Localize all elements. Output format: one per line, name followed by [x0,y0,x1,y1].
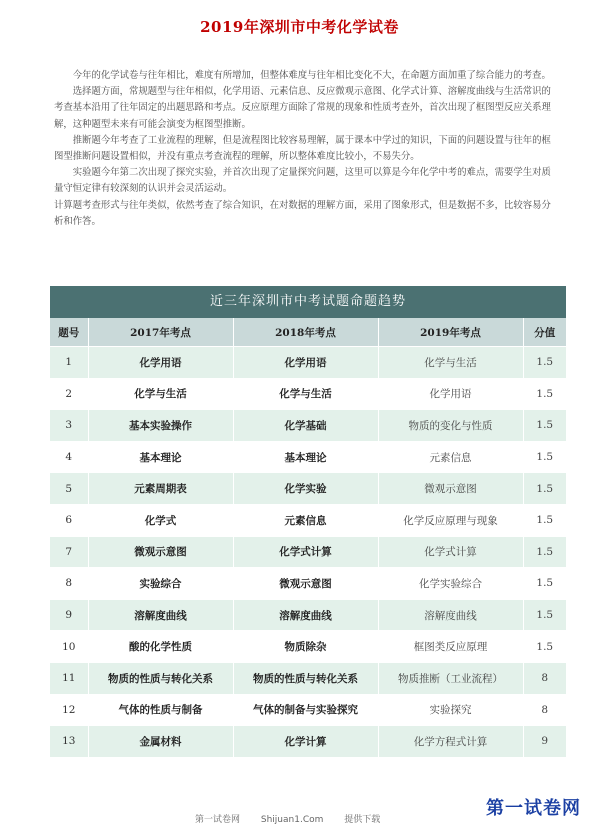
cell-2017: 元素周期表 [88,473,233,505]
page-footer [195,812,398,825]
cell-number: 10 [50,631,88,663]
cell-2018: 化学计算 [233,726,378,757]
cell-2017: 金属材料 [88,726,233,757]
cell-number: 2 [50,378,88,410]
cell-number: 8 [50,568,88,600]
cell-number: 1 [50,347,88,379]
intro-paragraph: 实验题今年第二次出现了探究实验，并首次出现了定量探究问题，这里可以算是今年化学中考的难点，需要学生对质量守恒定律有较深刻的认识并会灵活运动。 [54,167,551,195]
cell-2019: 化学反应原理与现象 [378,504,523,536]
brand-logo-text: 第一试卷网 [486,798,581,819]
cell-number: 6 [50,504,88,536]
cell-number: 9 [50,599,88,631]
cell-2019: 化学式计算 [378,536,523,568]
cell-2019: 实验探究 [378,694,523,726]
cell-score: 1.5 [523,410,566,442]
table-row [50,599,566,631]
cell-number: 7 [50,536,88,568]
cell-2017: 物质的性质与转化关系 [88,662,233,694]
header-2017: 2017年考点 [88,318,233,347]
header-2018: 2018年考点 [233,318,378,347]
cell-score: 1.5 [523,631,566,663]
cell-2019: 化学实验综合 [378,568,523,600]
page-title: 2019年深圳市中考化学试卷 [200,18,399,36]
cell-2019: 微观示意图 [378,473,523,505]
intro-paragraph: 选择题方面，常规题型与往年相似，化学用语、元素信息、反应微观示意图、化学式计算、溶解度曲线与生活常识的考查基本沿用了往年固定的出题思路和考点。反应原理方面除了常规的现象和性质考查外，首次出现了框图型反应关系理解，这种题型未来有可能会演变为框图型推断。 [54,86,551,130]
intro-paragraph: 计算题考查形式与往年类似，依然考查了综合知识，在对数据的理解方面，采用了图象形式，但是数据不多，比较容易分析和作答。 [54,199,551,227]
table-row [50,568,566,600]
cell-2018: 溶解度曲线 [233,599,378,631]
cell-score: 8 [523,694,566,726]
footer-site: 第一试卷网 [195,815,241,825]
cell-number: 12 [50,694,88,726]
cell-score: 1.5 [523,504,566,536]
table-row [50,410,566,442]
cell-number: 5 [50,473,88,505]
cell-2017: 基本理论 [88,441,233,473]
cell-number: 11 [50,662,88,694]
header-2019: 2019年考点 [378,318,523,347]
cell-2019: 物质推断（工业流程） [378,662,523,694]
cell-2018: 物质除杂 [233,631,378,663]
cell-2019: 元素信息 [378,441,523,473]
cell-2019: 溶解度曲线 [378,599,523,631]
cell-2017: 气体的性质与制备 [88,694,233,726]
table-row [50,726,566,757]
trend-table [50,286,566,757]
table-row [50,694,566,726]
table-row [50,347,566,379]
table-row [50,631,566,663]
cell-2019: 化学与生活 [378,347,523,379]
table-header-row [50,318,566,347]
cell-2017: 化学用语 [88,347,233,379]
cell-score: 1.5 [523,568,566,600]
header-number: 题号 [50,318,88,347]
cell-number: 4 [50,441,88,473]
cell-score: 1.5 [523,536,566,568]
cell-2017: 化学式 [88,504,233,536]
cell-2018: 化学式计算 [233,536,378,568]
trend-table-container [50,286,566,757]
cell-score: 1.5 [523,599,566,631]
table-row [50,662,566,694]
cell-2018: 气体的制备与实验探究 [233,694,378,726]
cell-2019: 化学用语 [378,378,523,410]
cell-2017: 基本实验操作 [88,410,233,442]
intro-paragraph: 今年的化学试卷与往年相比，难度有所增加，但整体难度与往年相比变化不大，在命题方面加重了综合能力的考查。 [72,70,551,81]
cell-2018: 化学与生活 [233,378,378,410]
cell-number: 3 [50,410,88,442]
cell-2017: 溶解度曲线 [88,599,233,631]
cell-2019: 物质的变化与性质 [378,410,523,442]
cell-2017: 化学与生活 [88,378,233,410]
cell-2017: 实验综合 [88,568,233,600]
table-row [50,441,566,473]
cell-2018: 微观示意图 [233,568,378,600]
intro-paragraph: 推断题今年考查了工业流程的理解，但是流程图比较容易理解，属于课本中学过的知识，下面的问题设置与往年的框图型推断问题设置相似，并没有重点考查流程的理解，所以整体难度比较小，不易失分。 [54,134,551,163]
cell-2018: 化学基础 [233,410,378,442]
table-row [50,504,566,536]
cell-2019: 框图类反应原理 [378,631,523,663]
cell-score: 1.5 [523,378,566,410]
cell-2018: 元素信息 [233,504,378,536]
cell-2018: 基本理论 [233,441,378,473]
cell-score: 1.5 [523,473,566,505]
table-caption: 近三年深圳市中考试题命题趋势 [50,286,566,318]
cell-2018: 化学用语 [233,347,378,379]
cell-2018: 物质的性质与转化关系 [233,662,378,694]
table-row [50,378,566,410]
cell-score: 9 [523,726,566,757]
header-score: 分值 [523,318,566,347]
cell-score: 1.5 [523,441,566,473]
cell-2019: 化学方程式计算 [378,726,523,757]
cell-number: 13 [50,726,88,757]
table-row [50,536,566,568]
cell-2018: 化学实验 [233,473,378,505]
cell-2017: 酸的化学性质 [88,631,233,663]
table-body [50,347,566,757]
cell-2017: 微观示意图 [88,536,233,568]
table-row [50,473,566,505]
intro-text [54,68,554,230]
cell-score: 1.5 [523,347,566,379]
footer-domain: Shijuan1.Com [260,815,324,825]
cell-score: 8 [523,662,566,694]
footer-note: 提供下载 [344,815,381,825]
